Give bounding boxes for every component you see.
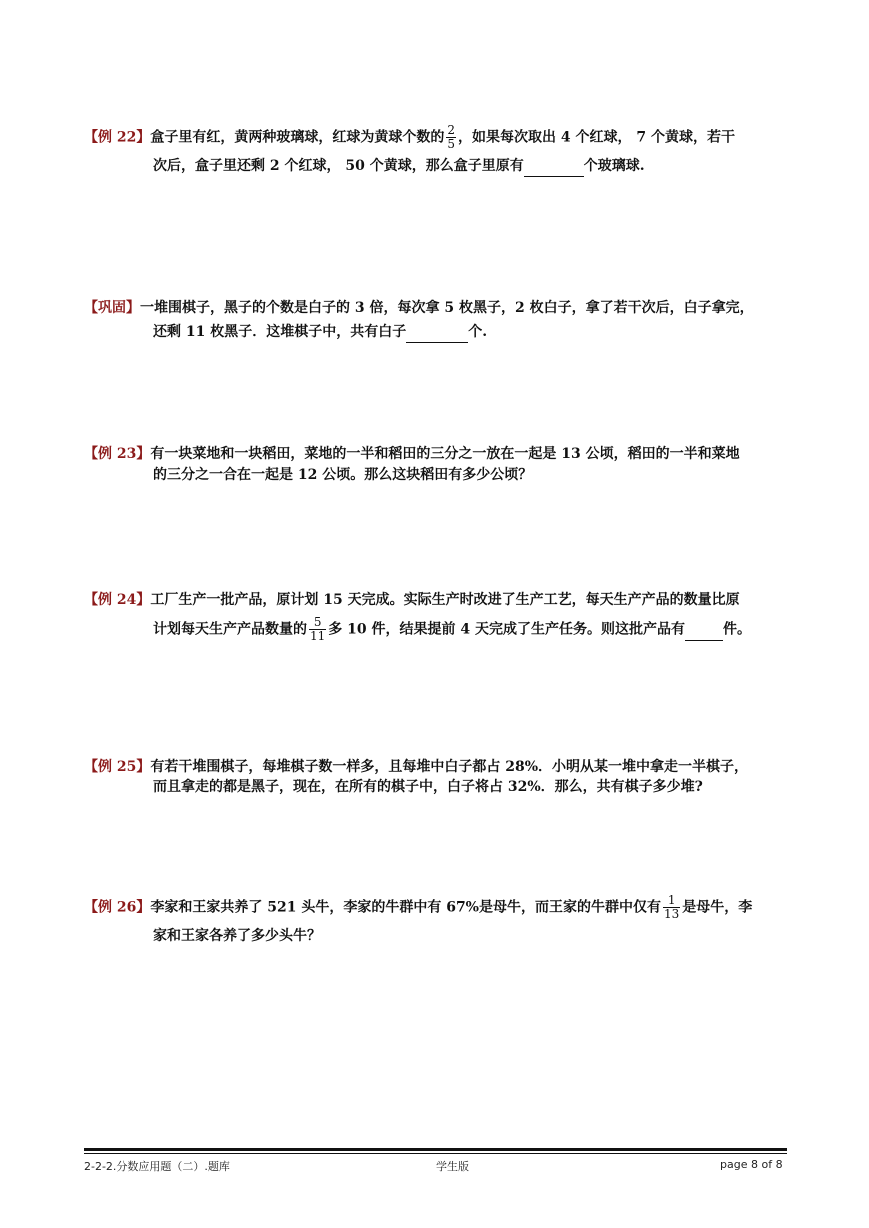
- fraction-numerator: 1: [663, 894, 680, 908]
- footer-page-number: page 8 of 8: [720, 1158, 783, 1171]
- problem-text: 一堆围棋子，黑子的个数是白子的 3 倍，每次拿 5 枚黑子，2 枚白子，拿了若干次后，白子拿完，: [140, 300, 754, 316]
- problem-text: 有若干堆围棋子，每堆棋子数一样多，且每堆中白子都占 28%．小明从某一堆中拿走一半棋子，: [150, 759, 749, 775]
- answer-blank: [685, 620, 723, 641]
- problem-tag: 【例 24】: [84, 592, 151, 608]
- answer-blank: [524, 156, 584, 177]
- problem-text: 多 10 件，结果提前 4 天完成了生产任务。则这批产品有: [328, 621, 685, 638]
- problem-tag: 【例 25】: [84, 759, 151, 775]
- problem-text: 个.: [468, 324, 488, 340]
- answer-blank: [406, 322, 468, 343]
- problem-tag: 【例 23】: [84, 446, 151, 462]
- fraction-denominator: 5: [447, 137, 455, 151]
- fraction-numerator: 2: [447, 123, 455, 137]
- problem-consolidation: [84, 298, 789, 348]
- footer-left: 2-2-2.分数应用题（二）.题库: [84, 1160, 230, 1173]
- problem-text: 工厂生产一批产品，原计划 15 天完成。实际生产时改进了生产工艺，每天生产产品的数量比原: [150, 592, 740, 608]
- problem-24-line1: [84, 590, 740, 610]
- problem-tag: 【巩固】: [84, 300, 140, 316]
- problem-text: 有一块菜地和一块稻田，菜地的一半和稻田的三分之一放在一起是 13 公顷，稻田的一半和菜地: [150, 446, 740, 462]
- problem-text: 计划每天生产产品数量的: [153, 621, 307, 638]
- problem-25-line2: [153, 777, 703, 797]
- problem-22-line1: [84, 124, 735, 151]
- fraction: [446, 124, 456, 151]
- problem-26-line1: [84, 894, 752, 921]
- problem-23-line1: [84, 444, 740, 464]
- problem-text: ，如果每次取出 4 个红球， 7 个黄球，若干: [458, 129, 735, 146]
- fraction: [309, 616, 326, 643]
- problem-25: [84, 757, 789, 807]
- problem-text: 件。: [723, 621, 751, 638]
- fraction-denominator: 13: [664, 907, 680, 921]
- problem-text: 还剩 11 枚黑子．这堆棋子中，共有白子: [153, 324, 407, 340]
- problem-text: 是母牛，李: [682, 899, 753, 916]
- problem-text: 个玻璃球.: [583, 158, 645, 174]
- problem-26: [84, 890, 789, 950]
- fraction-denominator: 11: [310, 629, 326, 643]
- problem-text: 盒子里有红，黄两种玻璃球，红球为黄球个数的: [150, 129, 445, 146]
- footer-rule-thick: [84, 1148, 787, 1151]
- problem-consolidation-line2: [153, 322, 487, 343]
- fraction-numerator: 5: [309, 616, 326, 630]
- problem-24-line2: [153, 616, 751, 643]
- problem-text: 的三分之一合在一起是 12 公顷。那么这块稻田有多少公顷？: [153, 467, 533, 483]
- problem-text: 李家和王家共养了 521 头牛，李家的牛群中有 67%是母牛，而王家的牛群中仅有: [150, 899, 661, 916]
- problem-26-line2: [153, 926, 321, 946]
- problem-22: [84, 120, 789, 180]
- problem-24: [84, 590, 789, 650]
- footer-center: 学生版: [436, 1160, 469, 1173]
- footer-rule-thin: [84, 1153, 787, 1154]
- problem-23-line2: [153, 465, 532, 485]
- problem-tag: 【例 26】: [84, 899, 151, 916]
- fraction: [663, 894, 680, 921]
- problem-text: 而且拿走的都是黑子，现在，在所有的棋子中，白子将占 32%．那么，共有棋子多少堆?: [153, 779, 703, 795]
- problem-tag: 【例 22】: [84, 129, 151, 146]
- problem-22-line2: [153, 156, 645, 177]
- problem-text: 家和王家各养了多少头牛？: [153, 928, 321, 944]
- problem-text: 次后，盒子里还剩 2 个红球， 50 个黄球，那么盒子里原有: [153, 158, 524, 174]
- problem-23: [84, 444, 789, 494]
- problem-consolidation-line1: [84, 298, 754, 318]
- problem-25-line1: [84, 757, 748, 777]
